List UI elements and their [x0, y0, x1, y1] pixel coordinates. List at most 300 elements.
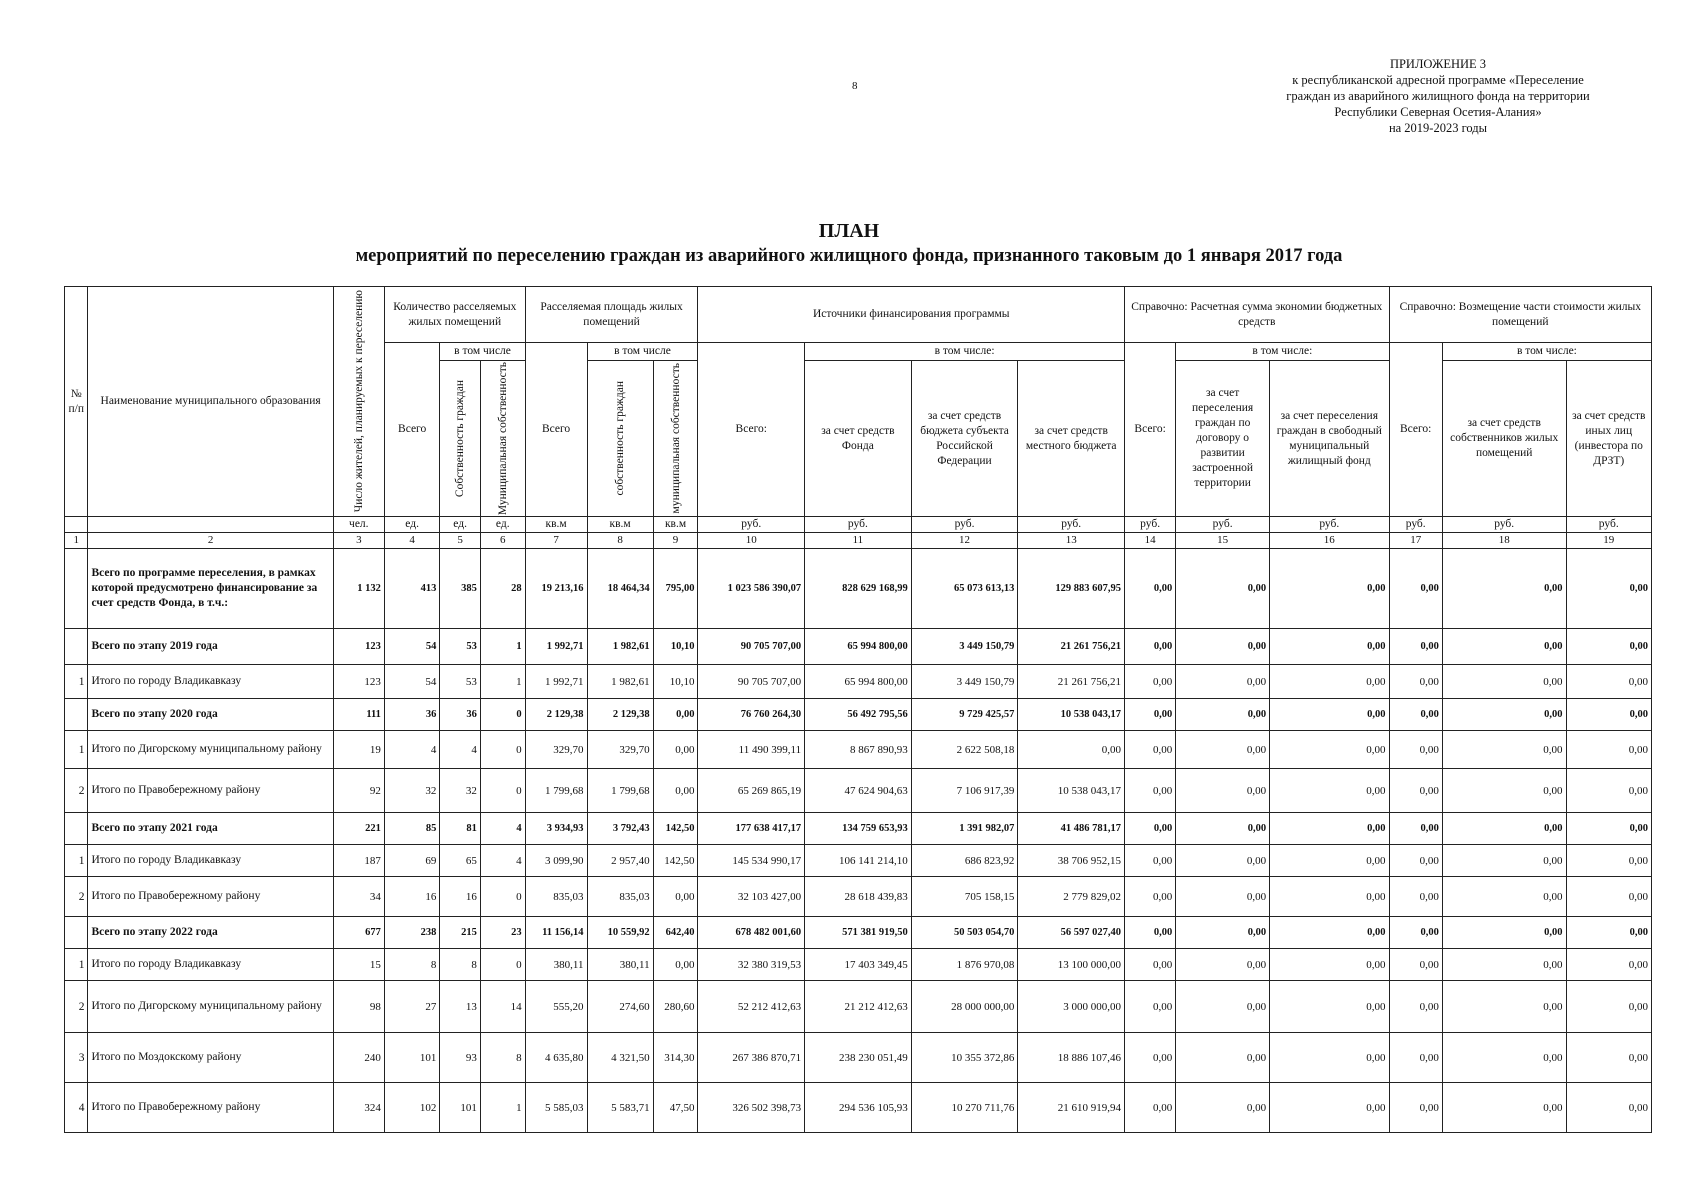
row-value: 3 099,90 — [525, 845, 587, 877]
col-number: 11 — [805, 533, 912, 549]
row-value: 65 994 800,00 — [805, 665, 912, 699]
row-value: 0,00 — [1389, 1033, 1442, 1083]
row-value: 0,00 — [1176, 629, 1270, 665]
header-area-total: Всего — [525, 343, 587, 517]
table-row — [65, 1033, 1652, 1083]
row-value: 52 212 412,63 — [698, 981, 805, 1033]
row-value: 98 — [333, 981, 384, 1033]
unit-cell: чел. — [333, 517, 384, 533]
row-value: 28 000 000,00 — [911, 981, 1018, 1033]
row-value: 329,70 — [525, 731, 587, 769]
row-name: Итого по Моздокскому району — [88, 1033, 333, 1083]
header-sav-free: за счет переселения граждан в свободный муниципальный жилищный фонд — [1270, 361, 1389, 517]
row-value: 0,00 — [1176, 699, 1270, 731]
row-value: 0,00 — [653, 949, 698, 981]
row-name: Итого по Дигорскому муниципальному району — [88, 981, 333, 1033]
row-value: 54 — [384, 629, 439, 665]
unit-cell: кв.м — [587, 517, 653, 533]
row-value: 111 — [333, 699, 384, 731]
col-number: 19 — [1566, 533, 1651, 549]
row-number — [65, 917, 88, 949]
row-value: 21 261 756,21 — [1018, 665, 1125, 699]
row-value: 13 — [440, 981, 481, 1033]
row-value: 314,30 — [653, 1033, 698, 1083]
row-value: 0,00 — [1389, 949, 1442, 981]
row-value: 145 534 990,17 — [698, 845, 805, 877]
row-value: 0,00 — [1176, 877, 1270, 917]
row-value: 0,00 — [1442, 1083, 1566, 1133]
row-value: 795,00 — [653, 549, 698, 629]
row-value: 38 706 952,15 — [1018, 845, 1125, 877]
row-value: 4 635,80 — [525, 1033, 587, 1083]
row-value: 0,00 — [1442, 699, 1566, 731]
col-number: 5 — [440, 533, 481, 549]
row-value: 11 490 399,11 — [698, 731, 805, 769]
row-value: 380,11 — [587, 949, 653, 981]
row-value: 129 883 607,95 — [1018, 549, 1125, 629]
row-value: 413 — [384, 549, 439, 629]
row-value: 36 — [384, 699, 439, 731]
row-value: 0,00 — [1442, 813, 1566, 845]
page-number: 8 — [852, 80, 858, 92]
row-value: 0,00 — [1125, 949, 1176, 981]
row-value: 76 760 264,30 — [698, 699, 805, 731]
row-value: 47,50 — [653, 1083, 698, 1133]
header-rooms-incl: в том числе — [440, 343, 525, 361]
row-value: 0,00 — [1125, 699, 1176, 731]
row-value: 1 799,68 — [587, 769, 653, 813]
col-number: 1 — [65, 533, 88, 549]
row-value: 0,00 — [1389, 813, 1442, 845]
col-number: 10 — [698, 533, 805, 549]
row-number: 1 — [65, 949, 88, 981]
row-value: 274,60 — [587, 981, 653, 1033]
row-value: 324 — [333, 1083, 384, 1133]
appendix-line: к республиканской адресной программе «Переселение — [1292, 73, 1584, 87]
row-value: 8 — [480, 1033, 525, 1083]
row-value: 280,60 — [653, 981, 698, 1033]
unit-cell: руб. — [1176, 517, 1270, 533]
row-value: 0,00 — [1125, 981, 1176, 1033]
row-value: 326 502 398,73 — [698, 1083, 805, 1133]
row-value: 3 792,43 — [587, 813, 653, 845]
row-value: 0,00 — [1566, 731, 1651, 769]
row-value: 1 — [480, 665, 525, 699]
col-number: 2 — [88, 533, 333, 549]
row-value: 102 — [384, 1083, 439, 1133]
row-name: Всего по этапу 2022 года — [88, 917, 333, 949]
row-value: 34 — [333, 877, 384, 917]
row-value: 1 023 586 390,07 — [698, 549, 805, 629]
row-value: 10 355 372,86 — [911, 1033, 1018, 1083]
header-area-citizens: собственность граждан — [587, 361, 653, 517]
row-value: 240 — [333, 1033, 384, 1083]
row-value: 8 867 890,93 — [805, 731, 912, 769]
col-number: 15 — [1176, 533, 1270, 549]
row-value: 238 230 051,49 — [805, 1033, 912, 1083]
row-value: 0,00 — [1270, 665, 1389, 699]
row-name: Итого по Правобережному району — [88, 877, 333, 917]
row-value: 0,00 — [1270, 629, 1389, 665]
col-number: 12 — [911, 533, 1018, 549]
row-name: Всего по этапу 2020 года — [88, 699, 333, 731]
row-value: 18 464,34 — [587, 549, 653, 629]
row-value: 0,00 — [653, 769, 698, 813]
row-value: 11 156,14 — [525, 917, 587, 949]
row-value: 0,00 — [1176, 769, 1270, 813]
unit-cell: руб. — [1566, 517, 1651, 533]
row-value: 0,00 — [653, 877, 698, 917]
row-number: 2 — [65, 877, 88, 917]
row-value: 686 823,92 — [911, 845, 1018, 877]
row-value: 10 559,92 — [587, 917, 653, 949]
row-value: 0 — [480, 949, 525, 981]
row-name: Итого по городу Владикавказу — [88, 949, 333, 981]
row-value: 21 261 756,21 — [1018, 629, 1125, 665]
header-fin-incl: в том числе: — [805, 343, 1125, 361]
row-value: 53 — [440, 629, 481, 665]
row-value: 0,00 — [1389, 981, 1442, 1033]
header-rooms-municipal: Муниципальная собственность — [480, 361, 525, 517]
row-name: Итого по Дигорскому муниципальному району — [88, 731, 333, 769]
row-value: 4 — [384, 731, 439, 769]
row-value: 14 — [480, 981, 525, 1033]
row-name: Всего по этапу 2021 года — [88, 813, 333, 845]
header-finance-group: Источники финансирования программы — [698, 287, 1125, 343]
header-fin-fund: за счет средств Фонда — [805, 361, 912, 517]
unit-cell: руб. — [1018, 517, 1125, 533]
col-number: 3 — [333, 533, 384, 549]
row-value: 2 622 508,18 — [911, 731, 1018, 769]
row-value: 16 — [384, 877, 439, 917]
row-value: 0,00 — [1176, 549, 1270, 629]
row-value: 4 321,50 — [587, 1033, 653, 1083]
row-value: 0,00 — [1389, 877, 1442, 917]
row-value: 81 — [440, 813, 481, 845]
row-value: 0,00 — [1270, 917, 1389, 949]
col-number: 16 — [1270, 533, 1389, 549]
row-value: 0,00 — [1442, 665, 1566, 699]
unit-cell: ед. — [384, 517, 439, 533]
row-value: 5 583,71 — [587, 1083, 653, 1133]
table-row — [65, 917, 1652, 949]
row-value: 0 — [480, 731, 525, 769]
row-value: 101 — [384, 1033, 439, 1083]
row-value: 0,00 — [1442, 949, 1566, 981]
row-value: 56 492 795,56 — [805, 699, 912, 731]
header-compensation-group: Справочно: Возмещение части стоимости жилых помещений — [1389, 287, 1651, 343]
row-value: 329,70 — [587, 731, 653, 769]
header-area-incl: в том числе — [587, 343, 698, 361]
row-value: 3 934,93 — [525, 813, 587, 845]
col-number: 13 — [1018, 533, 1125, 549]
row-value: 8 — [440, 949, 481, 981]
row-value: 0,00 — [1566, 699, 1651, 731]
row-number: 1 — [65, 845, 88, 877]
row-value: 27 — [384, 981, 439, 1033]
row-value: 19 213,16 — [525, 549, 587, 629]
header-rooms-citizens: Собственность граждан — [440, 361, 481, 517]
row-value: 0,00 — [1442, 877, 1566, 917]
row-value: 28 — [480, 549, 525, 629]
row-name: Итого по Правобережному району — [88, 1083, 333, 1133]
row-value: 13 100 000,00 — [1018, 949, 1125, 981]
row-value: 0,00 — [1389, 917, 1442, 949]
col-number: 6 — [480, 533, 525, 549]
row-value: 10 538 043,17 — [1018, 699, 1125, 731]
row-value: 555,20 — [525, 981, 587, 1033]
row-value: 0,00 — [1270, 877, 1389, 917]
row-value: 1 — [480, 1083, 525, 1133]
col-number: 18 — [1442, 533, 1566, 549]
row-value: 21 212 412,63 — [805, 981, 912, 1033]
row-value: 0,00 — [1270, 845, 1389, 877]
row-value: 41 486 781,17 — [1018, 813, 1125, 845]
row-value: 0,00 — [1270, 1083, 1389, 1133]
row-value: 0,00 — [1125, 549, 1176, 629]
row-value: 32 — [440, 769, 481, 813]
table-row — [65, 699, 1652, 731]
document-title: ПЛАН — [818, 220, 880, 242]
row-value: 0,00 — [1442, 917, 1566, 949]
unit-cell: руб. — [1125, 517, 1176, 533]
row-value: 0,00 — [1176, 981, 1270, 1033]
row-value: 21 610 919,94 — [1018, 1083, 1125, 1133]
row-value: 53 — [440, 665, 481, 699]
row-value: 0 — [480, 699, 525, 731]
row-value: 0,00 — [1442, 731, 1566, 769]
table-row — [65, 549, 1652, 629]
row-value: 32 103 427,00 — [698, 877, 805, 917]
unit-cell: ед. — [440, 517, 481, 533]
row-value: 0,00 — [1125, 813, 1176, 845]
header-residents: Число жителей, планируемых к переселению — [333, 287, 384, 517]
row-value: 69 — [384, 845, 439, 877]
row-value: 0,00 — [1389, 699, 1442, 731]
unit-cell: кв.м — [525, 517, 587, 533]
row-value: 4 — [480, 813, 525, 845]
row-number: 1 — [65, 731, 88, 769]
row-value: 0 — [480, 877, 525, 917]
row-value: 0,00 — [1018, 731, 1125, 769]
col-number: 4 — [384, 533, 439, 549]
row-value: 10 538 043,17 — [1018, 769, 1125, 813]
row-value: 0,00 — [1566, 1083, 1651, 1133]
row-value: 123 — [333, 629, 384, 665]
unit-cell: кв.м — [653, 517, 698, 533]
col-number: 8 — [587, 533, 653, 549]
row-value: 65 073 613,13 — [911, 549, 1018, 629]
row-value: 7 106 917,39 — [911, 769, 1018, 813]
table-row — [65, 981, 1652, 1033]
row-value: 4 — [440, 731, 481, 769]
row-value: 385 — [440, 549, 481, 629]
row-value: 9 729 425,57 — [911, 699, 1018, 731]
header-comp-others: за счет средств иных лиц (инвестора по ДРЗТ) — [1566, 361, 1651, 517]
row-value: 0,00 — [1389, 769, 1442, 813]
row-value: 19 — [333, 731, 384, 769]
table-row — [65, 769, 1652, 813]
row-value: 1 992,71 — [525, 629, 587, 665]
header-name: Наименование муниципального образования — [88, 287, 333, 517]
header-fin-local: за счет средств местного бюджета — [1018, 361, 1125, 517]
row-value: 0,00 — [1125, 917, 1176, 949]
row-value: 1 391 982,07 — [911, 813, 1018, 845]
header-fin-total: Всего: — [698, 343, 805, 517]
row-value: 0,00 — [1176, 917, 1270, 949]
header-comp-total: Всего: — [1389, 343, 1442, 517]
row-value: 0,00 — [1566, 877, 1651, 917]
row-value: 123 — [333, 665, 384, 699]
row-value: 106 141 214,10 — [805, 845, 912, 877]
row-value: 0,00 — [1125, 877, 1176, 917]
row-value: 17 403 349,45 — [805, 949, 912, 981]
row-number: 4 — [65, 1083, 88, 1133]
row-value: 56 597 027,40 — [1018, 917, 1125, 949]
row-value: 65 — [440, 845, 481, 877]
row-value: 4 — [480, 845, 525, 877]
header-area-group: Расселяемая площадь жилых помещений — [525, 287, 698, 343]
row-value: 1 132 — [333, 549, 384, 629]
table-row — [65, 845, 1652, 877]
row-number — [65, 549, 88, 629]
appendix-line: на 2019-2023 годы — [1388, 121, 1488, 135]
row-name: Итого по городу Владикавказу — [88, 665, 333, 699]
row-value: 0,00 — [1389, 731, 1442, 769]
row-value: 85 — [384, 813, 439, 845]
row-value: 0 — [480, 769, 525, 813]
row-value: 3 449 150,79 — [911, 665, 1018, 699]
column-numbers-row — [65, 533, 1652, 549]
row-value: 0,00 — [1566, 665, 1651, 699]
row-value: 2 779 829,02 — [1018, 877, 1125, 917]
row-value: 215 — [440, 917, 481, 949]
row-name: Итого по Правобережному району — [88, 769, 333, 813]
row-value: 0,00 — [1176, 949, 1270, 981]
row-value: 0,00 — [653, 731, 698, 769]
row-value: 0,00 — [1442, 629, 1566, 665]
row-value: 1 982,61 — [587, 629, 653, 665]
appendix-header — [1228, 56, 1648, 136]
row-value: 0,00 — [1176, 731, 1270, 769]
row-value: 0,00 — [1176, 665, 1270, 699]
row-value: 0,00 — [1389, 665, 1442, 699]
row-number: 3 — [65, 1033, 88, 1083]
row-value: 0,00 — [1270, 731, 1389, 769]
col-number: 17 — [1389, 533, 1442, 549]
row-value: 47 624 904,63 — [805, 769, 912, 813]
row-name: Всего по программе переселения, в рамках которой предусмотрено финансирование за счет средств Фонда, в т.ч.: — [88, 549, 333, 629]
row-number — [65, 699, 88, 731]
header-rooms-group: Количество расселяемых жилых помещений — [384, 287, 525, 343]
col-number: 14 — [1125, 533, 1176, 549]
row-value: 2 957,40 — [587, 845, 653, 877]
row-value: 0,00 — [1566, 917, 1651, 949]
row-value: 0,00 — [1566, 845, 1651, 877]
row-value: 1 982,61 — [587, 665, 653, 699]
row-value: 380,11 — [525, 949, 587, 981]
row-value: 0,00 — [1389, 845, 1442, 877]
row-value: 28 618 439,83 — [805, 877, 912, 917]
row-number: 1 — [65, 665, 88, 699]
row-value: 835,03 — [525, 877, 587, 917]
row-value: 65 269 865,19 — [698, 769, 805, 813]
row-value: 0,00 — [1270, 769, 1389, 813]
row-number: 2 — [65, 981, 88, 1033]
document-subtitle: мероприятий по переселению граждан из аварийного жилищного фонда, признанного таковым до 1 января 2017 года — [355, 246, 1343, 266]
row-value: 8 — [384, 949, 439, 981]
row-value: 0,00 — [1566, 981, 1651, 1033]
row-value: 1 799,68 — [525, 769, 587, 813]
appendix-line: Республики Северная Осетия-Алания» — [1334, 105, 1542, 119]
units-row — [65, 517, 1652, 533]
header-area-municipal: муниципальная собственность — [653, 361, 698, 517]
table-row — [65, 629, 1652, 665]
row-value: 50 503 054,70 — [911, 917, 1018, 949]
row-value: 0,00 — [1389, 629, 1442, 665]
row-value: 1 — [480, 629, 525, 665]
row-value: 2 129,38 — [587, 699, 653, 731]
row-value: 238 — [384, 917, 439, 949]
row-value: 5 585,03 — [525, 1083, 587, 1133]
row-value: 0,00 — [1389, 1083, 1442, 1133]
row-value: 0,00 — [1442, 1033, 1566, 1083]
unit-cell: ед. — [480, 517, 525, 533]
appendix-line: ПРИЛОЖЕНИЕ 3 — [1389, 57, 1487, 71]
row-value: 1 876 970,08 — [911, 949, 1018, 981]
row-value: 0,00 — [1389, 549, 1442, 629]
unit-cell: руб. — [1389, 517, 1442, 533]
row-value: 2 129,38 — [525, 699, 587, 731]
row-value: 0,00 — [1125, 1083, 1176, 1133]
row-value: 0,00 — [1125, 769, 1176, 813]
row-value: 142,50 — [653, 845, 698, 877]
table-row — [65, 877, 1652, 917]
row-value: 3 449 150,79 — [911, 629, 1018, 665]
row-value: 0,00 — [1176, 845, 1270, 877]
row-value: 705 158,15 — [911, 877, 1018, 917]
row-value: 23 — [480, 917, 525, 949]
row-value: 0,00 — [1176, 813, 1270, 845]
row-value: 571 381 919,50 — [805, 917, 912, 949]
unit-cell — [88, 517, 333, 533]
row-value: 0,00 — [1270, 813, 1389, 845]
row-value: 0,00 — [1566, 813, 1651, 845]
row-value: 65 994 800,00 — [805, 629, 912, 665]
header-comp-incl: в том числе: — [1442, 343, 1651, 361]
row-value: 0,00 — [1566, 769, 1651, 813]
row-value: 0,00 — [1125, 665, 1176, 699]
row-value: 0,00 — [1566, 1033, 1651, 1083]
row-number — [65, 813, 88, 845]
header-rooms-total: Всего — [384, 343, 439, 517]
unit-cell: руб. — [1442, 517, 1566, 533]
plan-table — [64, 286, 1652, 1133]
row-value: 32 380 319,53 — [698, 949, 805, 981]
row-value: 10,10 — [653, 629, 698, 665]
row-name: Итого по городу Владикавказу — [88, 845, 333, 877]
table-row — [65, 1083, 1652, 1133]
unit-cell: руб. — [1270, 517, 1389, 533]
row-value: 0,00 — [1270, 549, 1389, 629]
header-row-1 — [65, 287, 1652, 343]
table-row — [65, 813, 1652, 845]
row-value: 221 — [333, 813, 384, 845]
row-value: 187 — [333, 845, 384, 877]
row-value: 90 705 707,00 — [698, 665, 805, 699]
row-value: 0,00 — [1566, 549, 1651, 629]
row-value: 0,00 — [1125, 731, 1176, 769]
